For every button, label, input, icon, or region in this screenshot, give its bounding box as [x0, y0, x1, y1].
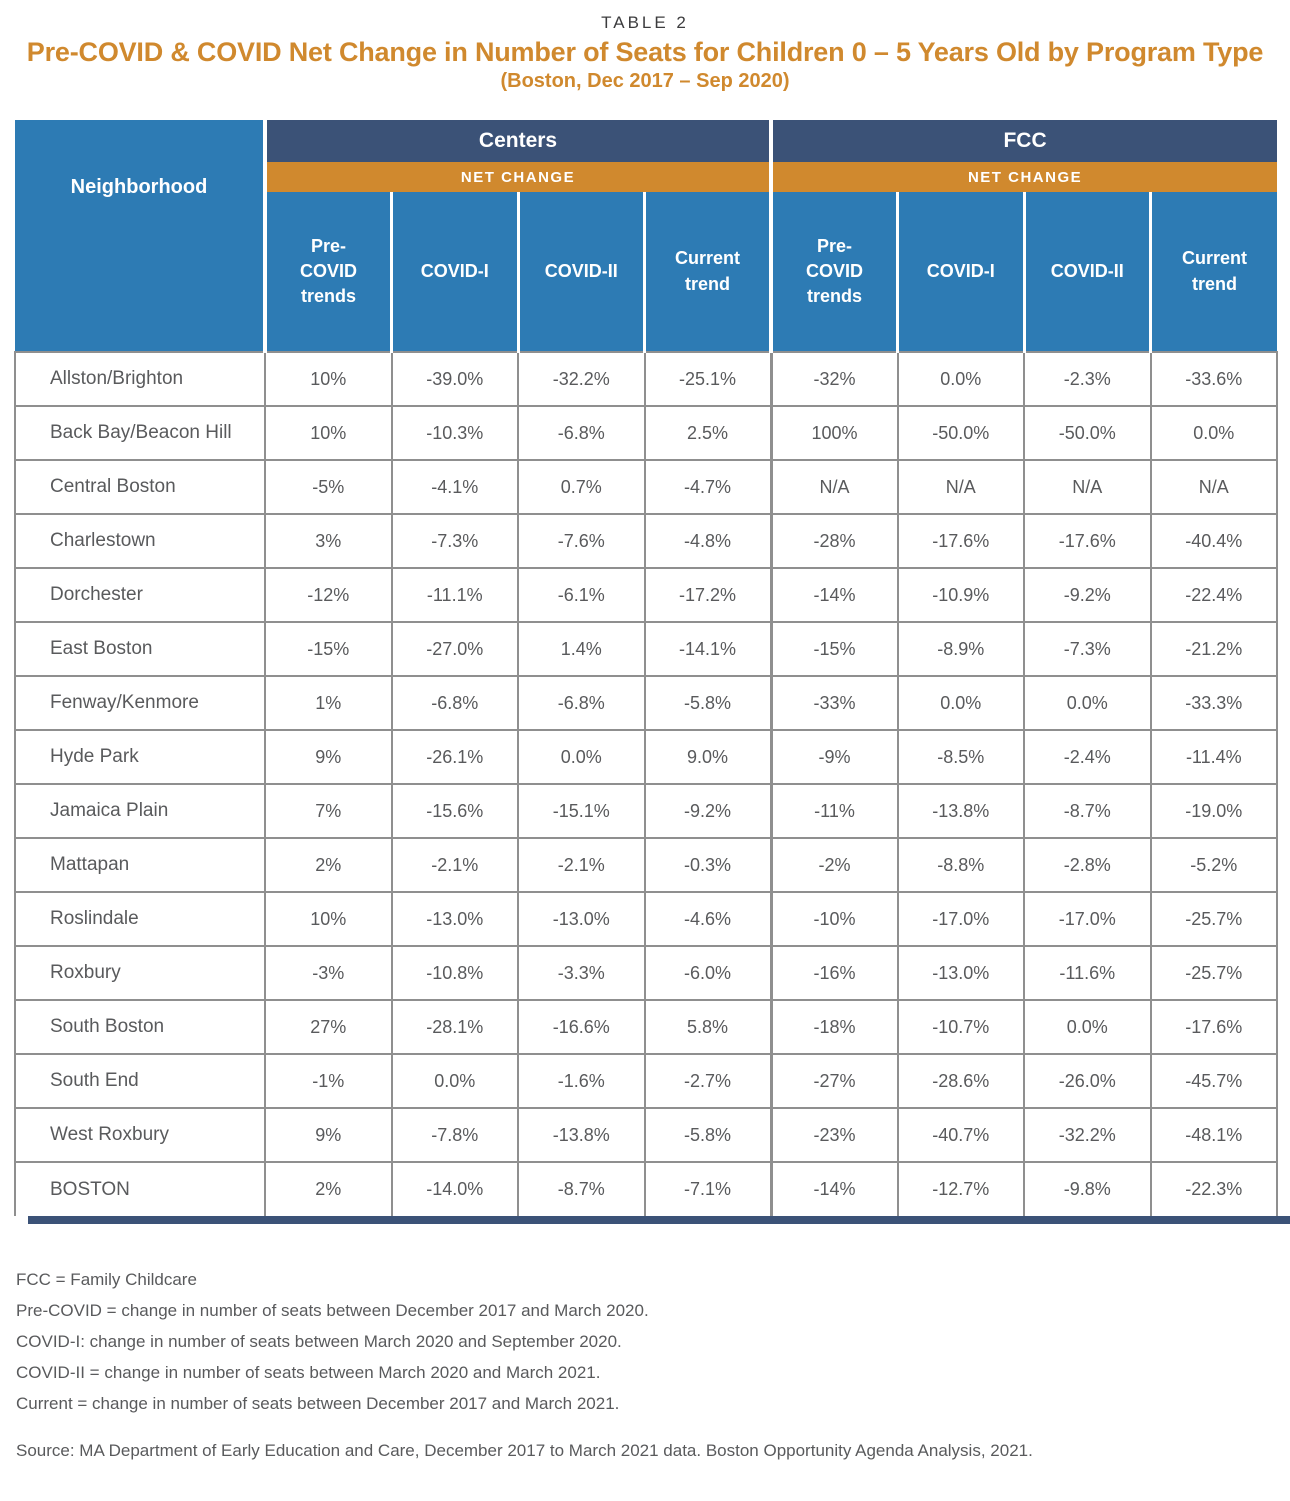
value-cell: -6.0%	[645, 946, 772, 1000]
title-block	[0, 0, 1290, 93]
value-cell: 27%	[265, 1000, 392, 1054]
table-row	[15, 568, 1277, 622]
table-body	[15, 352, 1277, 1216]
value-cell: -10%	[771, 892, 898, 946]
value-cell: -12%	[265, 568, 392, 622]
table-row	[15, 838, 1277, 892]
neighborhood-cell: Central Boston	[15, 460, 265, 514]
value-cell: -4.1%	[392, 460, 519, 514]
neighborhood-cell: Dorchester	[15, 568, 265, 622]
value-cell: 10%	[265, 352, 392, 406]
value-cell: -2.1%	[392, 838, 519, 892]
table-number-label: TABLE 2	[601, 13, 689, 32]
value-cell: 3%	[265, 514, 392, 568]
value-cell: -17.2%	[645, 568, 772, 622]
table-row	[15, 406, 1277, 460]
value-cell: 9%	[265, 1108, 392, 1162]
value-cell: 1%	[265, 676, 392, 730]
value-cell: -50.0%	[1024, 406, 1151, 460]
value-cell: -4.8%	[645, 514, 772, 568]
table-header	[15, 120, 1277, 352]
value-cell: -8.5%	[898, 730, 1025, 784]
value-cell: -6.1%	[518, 568, 645, 622]
value-cell: -15.6%	[392, 784, 519, 838]
table-row	[15, 514, 1277, 568]
value-cell: -17.6%	[1151, 1000, 1278, 1054]
value-cell: 0.0%	[392, 1054, 519, 1108]
value-cell: -33%	[771, 676, 898, 730]
value-cell: -4.7%	[645, 460, 772, 514]
column-header-fcc-covid1: COVID-I	[898, 192, 1025, 352]
value-cell: -2.3%	[1024, 352, 1151, 406]
value-cell: -16%	[771, 946, 898, 1000]
neighborhood-cell: Roslindale	[15, 892, 265, 946]
value-cell: -18%	[771, 1000, 898, 1054]
value-cell: 9%	[265, 730, 392, 784]
value-cell: -1%	[265, 1054, 392, 1108]
column-header-centers-precovid: Pre-COVID trends	[265, 192, 392, 352]
column-header-centers-covid1: COVID-I	[392, 192, 519, 352]
value-cell: -5.2%	[1151, 838, 1278, 892]
value-cell: N/A	[1024, 460, 1151, 514]
value-cell: -13.0%	[898, 946, 1025, 1000]
table-row	[15, 1108, 1277, 1162]
value-cell: -11.6%	[1024, 946, 1151, 1000]
table-row	[15, 730, 1277, 784]
value-cell: -2.7%	[645, 1054, 772, 1108]
value-cell: N/A	[898, 460, 1025, 514]
value-cell: -11.1%	[392, 568, 519, 622]
neighborhood-cell: Fenway/Kenmore	[15, 676, 265, 730]
value-cell: -7.8%	[392, 1108, 519, 1162]
value-cell: 0.0%	[1151, 406, 1278, 460]
column-header-fcc-covid2: COVID-II	[1024, 192, 1151, 352]
value-cell: -39.0%	[392, 352, 519, 406]
netchange-header-centers: NET CHANGE	[265, 162, 771, 192]
value-cell: -40.7%	[898, 1108, 1025, 1162]
value-cell: -32%	[771, 352, 898, 406]
value-cell: -5.8%	[645, 676, 772, 730]
table-row	[15, 1162, 1277, 1216]
value-cell: -3.3%	[518, 946, 645, 1000]
value-cell: -17.0%	[1024, 892, 1151, 946]
value-cell: 5.8%	[645, 1000, 772, 1054]
table-row	[15, 676, 1277, 730]
value-cell: -8.7%	[518, 1162, 645, 1216]
value-cell: 10%	[265, 892, 392, 946]
value-cell: -7.3%	[1024, 622, 1151, 676]
value-cell: 100%	[771, 406, 898, 460]
value-cell: 0.7%	[518, 460, 645, 514]
table-row	[15, 1054, 1277, 1108]
neighborhood-cell: BOSTON	[15, 1162, 265, 1216]
value-cell: -27.0%	[392, 622, 519, 676]
neighborhood-cell: Back Bay/Beacon Hill	[15, 406, 265, 460]
value-cell: -19.0%	[1151, 784, 1278, 838]
value-cell: -13.8%	[518, 1108, 645, 1162]
value-cell: -0.3%	[645, 838, 772, 892]
value-cell: 0.0%	[898, 676, 1025, 730]
value-cell: -7.3%	[392, 514, 519, 568]
value-cell: -3%	[265, 946, 392, 1000]
neighborhood-cell: South Boston	[15, 1000, 265, 1054]
source-line: Source: MA Department of Early Education and Care, December 2017 to March 2021 data. Boston Opportunity Agenda Analysis, 2021.	[16, 1441, 1033, 1460]
group-header-centers: Centers	[265, 120, 771, 162]
value-cell: -7.6%	[518, 514, 645, 568]
value-cell: -8.9%	[898, 622, 1025, 676]
table-row	[15, 892, 1277, 946]
value-cell: -2%	[771, 838, 898, 892]
value-cell: -9.8%	[1024, 1162, 1151, 1216]
group-header-fcc: FCC	[771, 120, 1277, 162]
value-cell: -4.6%	[645, 892, 772, 946]
value-cell: -21.2%	[1151, 622, 1278, 676]
value-cell: -28.6%	[898, 1054, 1025, 1108]
page-title: Pre-COVID & COVID Net Change in Number of Seats for Children 0 – 5 Years Old by Program Type	[26, 37, 1264, 67]
value-cell: 1.4%	[518, 622, 645, 676]
neighborhood-header-label: Neighborhood	[70, 176, 208, 198]
value-cell: -8.7%	[1024, 784, 1151, 838]
value-cell: -26.0%	[1024, 1054, 1151, 1108]
value-cell: -2.8%	[1024, 838, 1151, 892]
column-header-centers-covid2: COVID-II	[518, 192, 645, 352]
table-row	[15, 946, 1277, 1000]
neighborhood-cell: Jamaica Plain	[15, 784, 265, 838]
footnote-covid1: COVID-I: change in number of seats between March 2020 and September 2020.	[16, 1332, 622, 1351]
footnotes	[16, 1270, 1270, 1461]
value-cell: -13.0%	[392, 892, 519, 946]
value-cell: -11.4%	[1151, 730, 1278, 784]
value-cell: -33.3%	[1151, 676, 1278, 730]
value-cell: -6.8%	[518, 406, 645, 460]
value-cell: -1.6%	[518, 1054, 645, 1108]
neighborhood-column-header	[15, 120, 265, 352]
value-cell: N/A	[1151, 460, 1278, 514]
value-cell: -9.2%	[1024, 568, 1151, 622]
value-cell: -14%	[771, 1162, 898, 1216]
value-cell: 2%	[265, 838, 392, 892]
value-cell: 0.0%	[898, 352, 1025, 406]
value-cell: 0.0%	[518, 730, 645, 784]
value-cell: -7.1%	[645, 1162, 772, 1216]
value-cell: -25.7%	[1151, 892, 1278, 946]
footnote-precovid: Pre-COVID = change in number of seats between December 2017 and March 2020.	[16, 1301, 649, 1320]
table-row	[15, 460, 1277, 514]
table-bottom-bar	[28, 1216, 1290, 1224]
value-cell: -13.8%	[898, 784, 1025, 838]
value-cell: -33.6%	[1151, 352, 1278, 406]
value-cell: -14.1%	[645, 622, 772, 676]
value-cell: -10.9%	[898, 568, 1025, 622]
value-cell: -5.8%	[645, 1108, 772, 1162]
page-subtitle: (Boston, Dec 2017 – Sep 2020)	[500, 70, 790, 92]
column-header-fcc-current: Current trend	[1151, 192, 1278, 352]
value-cell: -17.6%	[898, 514, 1025, 568]
value-cell: 0.0%	[1024, 676, 1151, 730]
table-row	[15, 352, 1277, 406]
value-cell: -50.0%	[898, 406, 1025, 460]
value-cell: -9.2%	[645, 784, 772, 838]
neighborhood-cell: Charlestown	[15, 514, 265, 568]
seats-table	[14, 120, 1278, 1216]
value-cell: -27%	[771, 1054, 898, 1108]
neighborhood-cell: West Roxbury	[15, 1108, 265, 1162]
value-cell: 9.0%	[645, 730, 772, 784]
value-cell: -10.7%	[898, 1000, 1025, 1054]
neighborhood-cell: Allston/Brighton	[15, 352, 265, 406]
neighborhood-cell: Mattapan	[15, 838, 265, 892]
value-cell: -2.1%	[518, 838, 645, 892]
neighborhood-cell: Roxbury	[15, 946, 265, 1000]
value-cell: -22.4%	[1151, 568, 1278, 622]
footnote-current: Current = change in number of seats between December 2017 and March 2021.	[16, 1394, 620, 1413]
table-row	[15, 1000, 1277, 1054]
value-cell: -9%	[771, 730, 898, 784]
table-row	[15, 622, 1277, 676]
value-cell: -10.3%	[392, 406, 519, 460]
value-cell: -2.4%	[1024, 730, 1151, 784]
value-cell: 2.5%	[645, 406, 772, 460]
value-cell: -17.6%	[1024, 514, 1151, 568]
value-cell: -32.2%	[1024, 1108, 1151, 1162]
value-cell: -11%	[771, 784, 898, 838]
value-cell: -28.1%	[392, 1000, 519, 1054]
neighborhood-cell: Hyde Park	[15, 730, 265, 784]
value-cell: -25.1%	[645, 352, 772, 406]
value-cell: -22.3%	[1151, 1162, 1278, 1216]
value-cell: -5%	[265, 460, 392, 514]
value-cell: -16.6%	[518, 1000, 645, 1054]
value-cell: -10.8%	[392, 946, 519, 1000]
value-cell: -13.0%	[518, 892, 645, 946]
value-cell: -32.2%	[518, 352, 645, 406]
value-cell: -45.7%	[1151, 1054, 1278, 1108]
neighborhood-cell: East Boston	[15, 622, 265, 676]
value-cell: -17.0%	[898, 892, 1025, 946]
table-container	[14, 120, 1276, 1224]
footnote-covid2: COVID-II = change in number of seats between March 2020 and March 2021.	[16, 1363, 601, 1382]
table-row	[15, 784, 1277, 838]
value-cell: 2%	[265, 1162, 392, 1216]
value-cell: -12.7%	[898, 1162, 1025, 1216]
neighborhood-cell: South End	[15, 1054, 265, 1108]
value-cell: 10%	[265, 406, 392, 460]
value-cell: -23%	[771, 1108, 898, 1162]
value-cell: N/A	[771, 460, 898, 514]
value-cell: -15%	[265, 622, 392, 676]
value-cell: -15%	[771, 622, 898, 676]
value-cell: -6.8%	[518, 676, 645, 730]
value-cell: 7%	[265, 784, 392, 838]
value-cell: -6.8%	[392, 676, 519, 730]
value-cell: -48.1%	[1151, 1108, 1278, 1162]
value-cell: -28%	[771, 514, 898, 568]
value-cell: -40.4%	[1151, 514, 1278, 568]
value-cell: -15.1%	[518, 784, 645, 838]
value-cell: -14.0%	[392, 1162, 519, 1216]
netchange-header-fcc: NET CHANGE	[771, 162, 1277, 192]
footnote-fcc: FCC = Family Childcare	[16, 1270, 197, 1289]
value-cell: -8.8%	[898, 838, 1025, 892]
column-header-centers-current: Current trend	[645, 192, 772, 352]
column-header-fcc-precovid: Pre-COVID trends	[771, 192, 898, 352]
value-cell: 0.0%	[1024, 1000, 1151, 1054]
value-cell: -25.7%	[1151, 946, 1278, 1000]
value-cell: -14%	[771, 568, 898, 622]
value-cell: -26.1%	[392, 730, 519, 784]
